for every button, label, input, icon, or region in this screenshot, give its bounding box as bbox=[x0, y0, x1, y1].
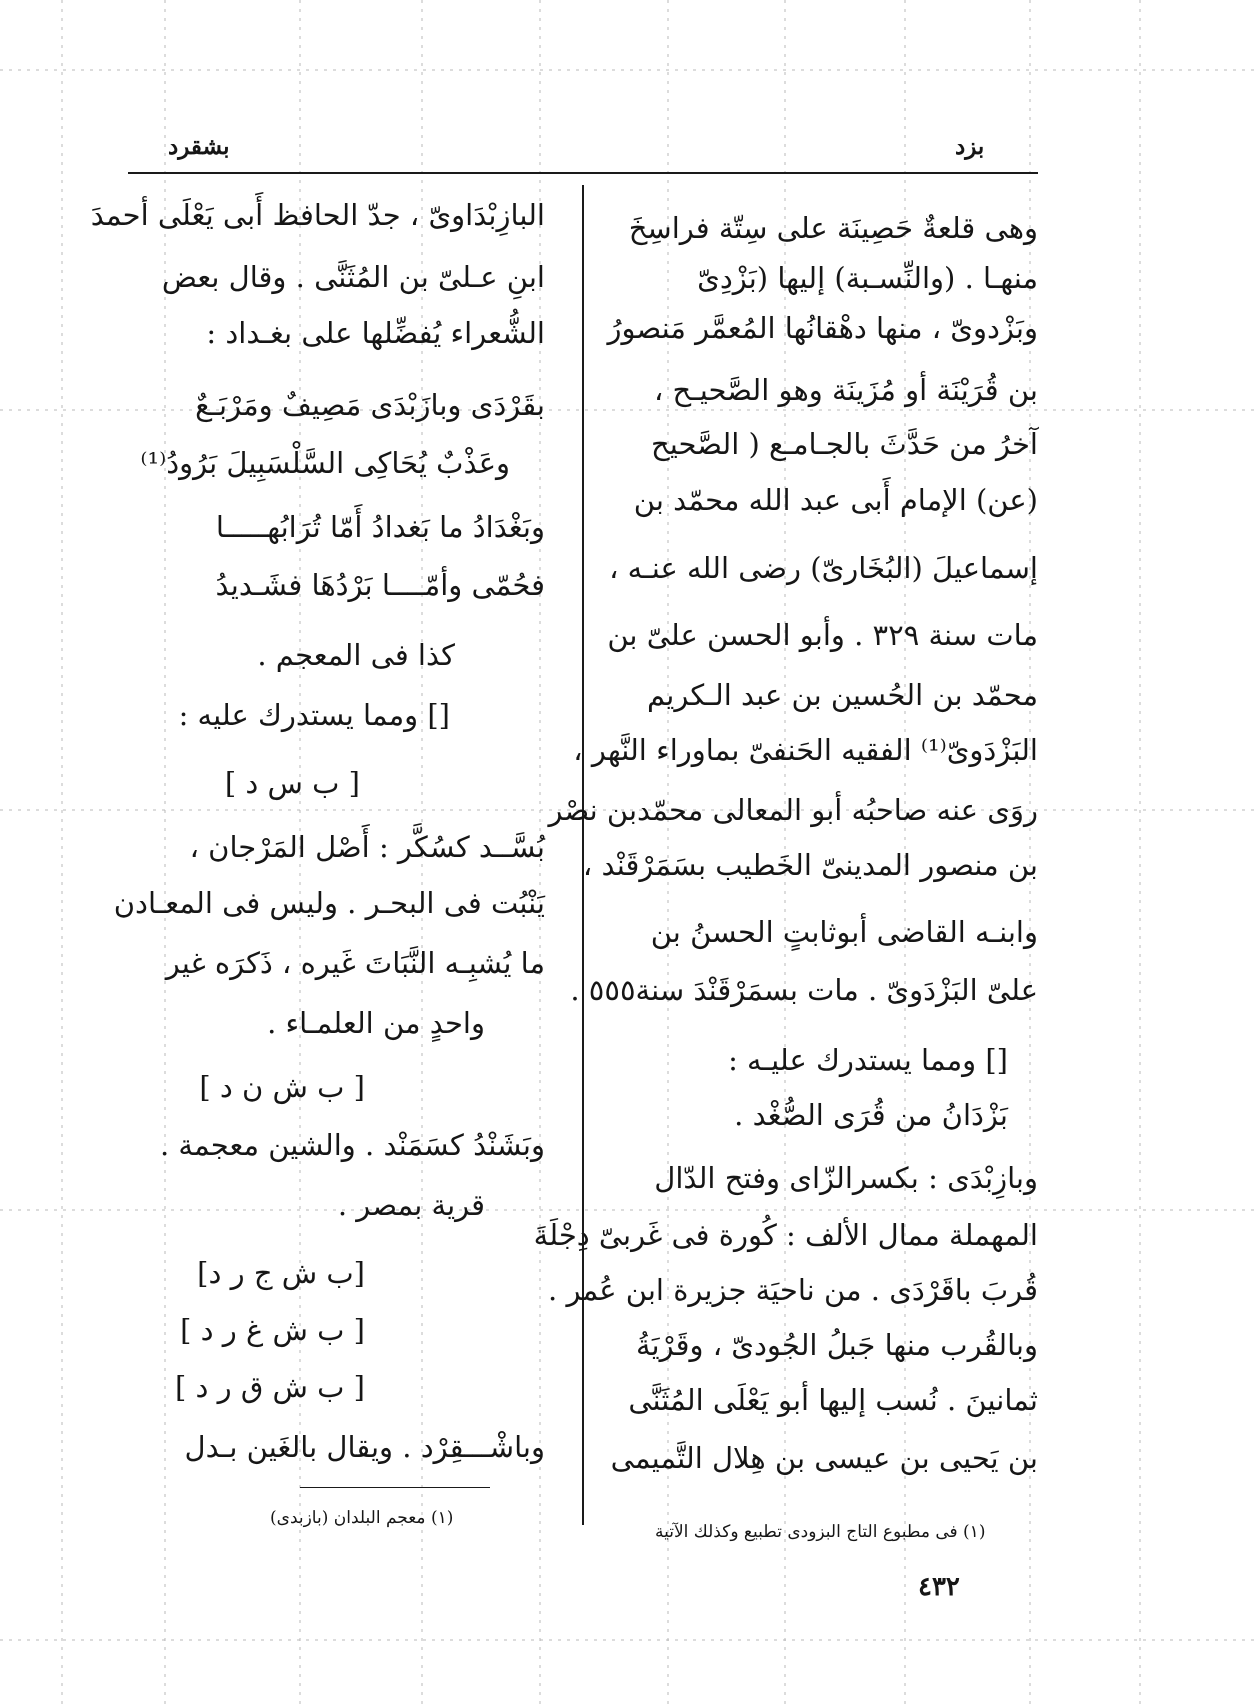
verse-line: بقَرْدَى وبازَبْدَى مَصِيفٌ ومَرْبَـعٌ bbox=[195, 388, 545, 422]
header-rule bbox=[128, 172, 1038, 174]
verse-line: فحُمّى وأمّــــا بَرْدُهَا فشَـديدُ bbox=[215, 568, 545, 602]
text-line: إسماعيلَ (البُخَارىّ) رضى الله عنـه ، bbox=[609, 551, 1038, 585]
entry-heading: [ ب ش ق ر د ] bbox=[174, 1370, 365, 1404]
entry-heading: [ ب ش ن د ] bbox=[199, 1070, 365, 1104]
text-line: بن منصور المدينىّ الخَطيب بسَمَرْقَنْد ، bbox=[582, 848, 1038, 882]
text-line: منهـا . (والنِّسـبة) إليها (بَزْدِىّ bbox=[697, 261, 1038, 295]
verse-line: وعَذْبٌ يُحَاكِى السَّلْسَبِيلَ بَرُودُ⁽¹⁾ bbox=[140, 446, 510, 480]
text-line: قرية بمصر . bbox=[337, 1188, 485, 1222]
text-line: وهى قلعةٌ حَصِينَة على سِتّة فراسِخَ bbox=[628, 211, 1038, 245]
footnote-left: (١) معجم البلدان (بازبدى) bbox=[270, 1508, 454, 1528]
text-line: وبازِبْدَى : بكسرالزّاى وفتح الدّال bbox=[654, 1161, 1038, 1195]
entry-heading: [ ب ش غ ر د ] bbox=[180, 1313, 365, 1347]
text-line: [] ومما يستدرك عليه : bbox=[178, 698, 450, 732]
text-line: الشُّعراء يُفضِّلها على بغـداد : bbox=[206, 316, 545, 350]
text-line: واحدٍ من العلمـاء . bbox=[267, 1006, 485, 1040]
text-line: وبالقُرب منها جَبلُ الجُودىّ ، وقَرْيَةُ bbox=[636, 1328, 1038, 1362]
running-head-right: بزد bbox=[955, 133, 985, 160]
text-line: وبَزْدوىّ ، منها دهْقانُها المُعمَّر مَنصورُ bbox=[607, 311, 1038, 345]
entry-heading: [ب ش ج ر د] bbox=[197, 1256, 365, 1290]
page-number: ٤٣٢ bbox=[918, 1572, 960, 1602]
text-line: بن يَحيى بن عيسى بن هِلال التَّميمى bbox=[610, 1441, 1038, 1475]
text-line: البازِبْدَاوىّ ، جدّ الحافظ أَبى يَعْلَى أحمدَ bbox=[90, 198, 545, 232]
text-line: بَزْدَانُ من قُرَى الصُّغْد . bbox=[734, 1098, 1008, 1132]
entry-heading: [ ب س د ] bbox=[224, 766, 360, 800]
text-line: ثمانينَ . نُسب إليها أبو يَعْلَى المُثَنَّى bbox=[628, 1383, 1038, 1417]
text-line: المهملة ممال الألف : كُورة فى غَربىّ دِجْلَةَ bbox=[533, 1218, 1038, 1252]
left-column-text bbox=[90, 195, 545, 1495]
text-line: آخرُ من حَدَّثَ بالجـامـع ( الصَّحيح bbox=[651, 427, 1038, 461]
text-line: ما يُشبِـه النَّبَاتَ غَيره ، ذَكرَه غير bbox=[165, 946, 545, 980]
text-line: كذا فى المعجم . bbox=[257, 638, 455, 672]
text-line: بن قُرَيْنَة أو مُزَينَة وهو الصَّحيـح ، bbox=[653, 373, 1038, 407]
text-line: روَى عنه صاحبُه أبو المعالى محمّدبن نصْر bbox=[548, 793, 1038, 827]
footnote-right: (١) فى مطبوع التاج البزودى تطبيع وكذلك الآتية bbox=[655, 1522, 986, 1542]
text-line: يَنْبُت فى البحـر . وليس فى المعـادن bbox=[113, 886, 545, 920]
text-line: وابنـه القاضى أبوثابتٍ الحسنُ بن bbox=[650, 915, 1038, 949]
text-line: [] ومما يستدرك عليـه : bbox=[728, 1043, 1008, 1077]
text-line: وباشْـــقِرْد . ويقال بالغَين بـدل bbox=[184, 1430, 545, 1464]
text-line: علىّ البَزْدَوىّ . مات بسمَرْقَنْدَ سنة٥٥٥ . bbox=[570, 973, 1038, 1007]
text-line: البَزْدَوىّ⁽¹⁾ الفقيه الحَنفىّ بماوراء النَّهر ، bbox=[573, 733, 1038, 767]
text-line: مات سنة ٣٢٩ . وأبو الحسن علىّ بن bbox=[607, 618, 1038, 652]
right-column-text bbox=[533, 200, 1038, 1500]
verse-line: وبَغْدَادُ ما بَغدادُ أَمّا تُرَابُهـــــا bbox=[215, 510, 545, 544]
text-line: بُسَّــد كسُكَّر : أَصْل المَرْجان ، bbox=[189, 830, 545, 864]
running-head-left: بشقرد bbox=[168, 133, 230, 160]
text-line: محمّد بن الحُسين بن عبد الـكريم bbox=[647, 678, 1038, 712]
text-line: (عن) الإمام أَبى عبد الله محمّد بن bbox=[633, 483, 1038, 517]
text-line: وبَشَنْدُ كسَمَنْد . والشين معجمة . bbox=[159, 1128, 545, 1162]
text-line: قُربَ باقَرْدَى . من ناحيَة جزيرة ابن عُمر . bbox=[548, 1273, 1038, 1307]
text-line: ابنِ عـلىّ بن المُثَنَّى . وقال بعض bbox=[161, 260, 545, 294]
